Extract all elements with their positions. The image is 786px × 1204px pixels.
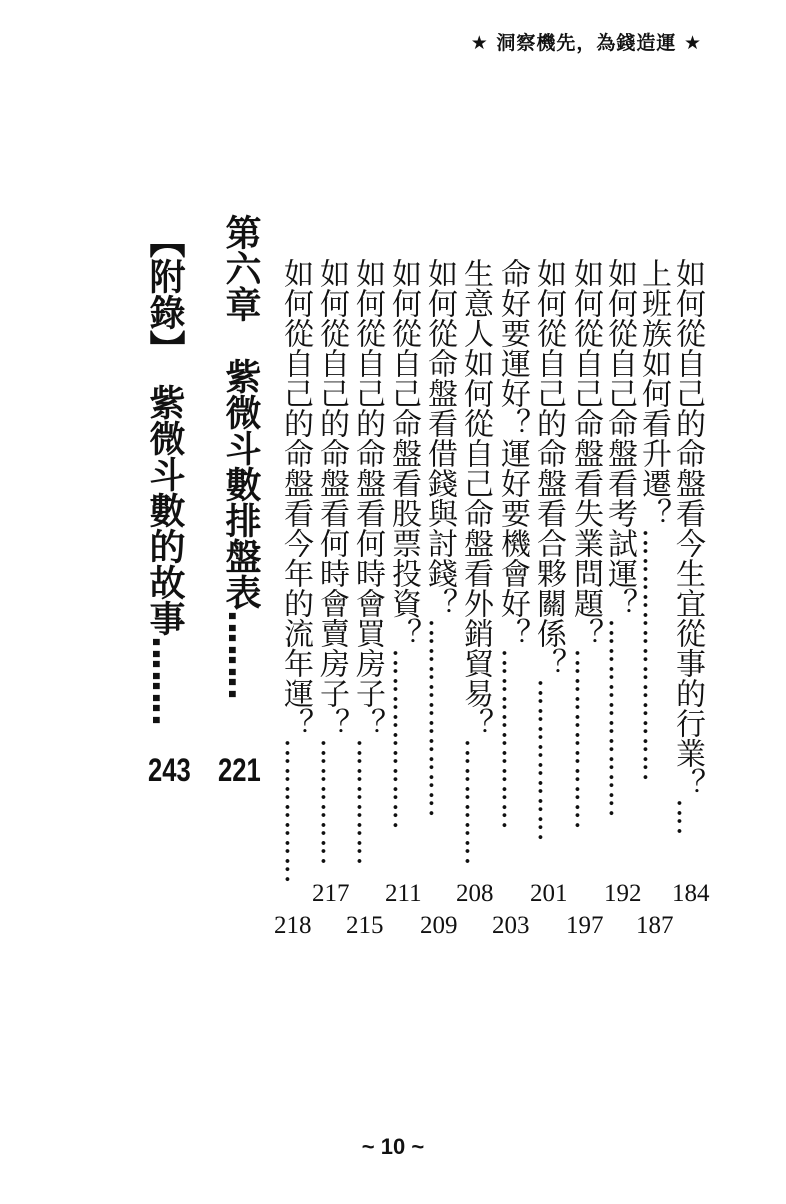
toc-entry-title: 如何從自己的命盤看今年的流年運？ [278, 258, 313, 738]
toc-leader: ‥‥ [670, 798, 705, 835]
toc-leader: ‥‥‥‥‥‥‥ [458, 738, 493, 865]
toc-entry-6 [495, 258, 530, 829]
toc-leader: ‥‥‥‥‥‥‥‥ [278, 738, 313, 883]
toc-entry-1 [670, 258, 705, 835]
toc-entry-8 [422, 258, 457, 817]
toc-entry-title: 如何從自己的命盤看今生宜從事的行業？ [670, 258, 705, 798]
toc-leader: ‥‥‥‥‥‥‥ [350, 738, 385, 865]
toc-entry-10 [350, 258, 385, 865]
page-number-243: 243 [148, 752, 191, 788]
toc-leader: ‥‥‥‥‥‥‥‥‥‥‥ [422, 618, 457, 817]
toc-entry-title: 如何從自己的命盤看何時會賣房子？ [314, 258, 349, 738]
toc-entry-5 [531, 258, 566, 841]
toc-entry-12 [278, 258, 313, 883]
appendix-title: 【附錄】 紫微斗數的故事 [144, 222, 185, 636]
toc-entry-title: 如何從自己命盤看考試運？ [602, 258, 637, 618]
page-number-215: 215 [346, 912, 384, 939]
toc-leader: ‥‥‥‥‥‥‥‥‥‥‥ [602, 618, 637, 817]
page-number-184: 184 [672, 880, 710, 907]
toc-entry-9 [386, 258, 421, 829]
toc-appendix [144, 222, 185, 725]
toc-entry-title: 命好要運好？運好要機會好？ [495, 258, 530, 648]
page-number-192: 192 [604, 880, 642, 907]
page-number-217: 217 [312, 880, 350, 907]
toc-entry-title: 如何從自己命盤看股票投資？ [386, 258, 421, 648]
page-number-208: 208 [456, 880, 494, 907]
toc-entry-4 [568, 258, 603, 829]
page-number-221: 221 [218, 752, 261, 788]
running-header: ★ 洞察機先，為錢造運 ★ [470, 32, 702, 54]
toc-entry-2 [636, 258, 671, 781]
page-number-211: 211 [385, 880, 422, 907]
chapter-title: 第六章 紫微斗數排盤表 [220, 214, 261, 610]
page-number-footer: ~ 10 ~ [361, 1134, 425, 1159]
toc-entry-11 [314, 258, 349, 865]
toc-chapter-6 [220, 214, 261, 699]
toc-entry-title: 如何從自己的命盤看合夥關係？ [531, 258, 566, 678]
toc-leader: ‥‥‥‥‥‥‥‥‥‥ [568, 648, 603, 829]
page-number-187: 187 [636, 912, 674, 939]
toc-leader: ‥‥‥‥ [144, 636, 185, 725]
toc-entry-title: 生意人如何從自己命盤看外銷貿易？ [458, 258, 493, 738]
toc-entry-3 [602, 258, 637, 817]
page-number-209: 209 [420, 912, 458, 939]
toc-leader: ‥‥‥‥ [220, 610, 261, 699]
toc-entry-7 [458, 258, 493, 865]
toc-leader: ‥‥‥‥‥‥‥ [314, 738, 349, 865]
toc-leader: ‥‥‥‥‥‥‥‥‥‥‥‥‥‥ [636, 528, 671, 781]
toc-entry-title: 上班族如何看升遷？ [636, 258, 671, 528]
page-number-201: 201 [530, 880, 568, 907]
toc-entry-title: 如何從自己命盤看失業問題？ [568, 258, 603, 648]
toc-entry-title: 如何從自己的命盤看何時會買房子？ [350, 258, 385, 738]
page-number-197: 197 [566, 912, 604, 939]
page-number-218: 218 [274, 912, 312, 939]
page-number-203: 203 [492, 912, 530, 939]
toc-entry-title: 如何從命盤看借錢與討錢？ [422, 258, 457, 618]
toc-leader: ‥‥‥‥‥‥‥‥‥‥ [495, 648, 530, 829]
toc-leader: ‥‥‥‥‥‥‥‥‥ [531, 678, 566, 841]
toc-leader: ‥‥‥‥‥‥‥‥‥‥ [386, 648, 421, 829]
